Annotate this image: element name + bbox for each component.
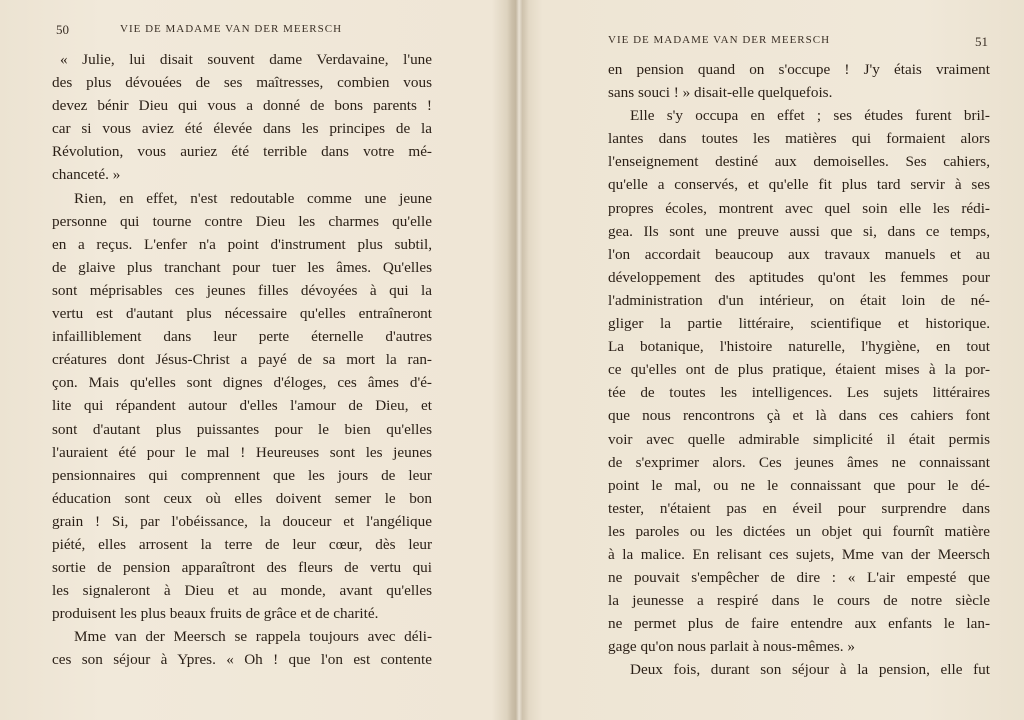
text-line: tée de toutes les intelligences. Les sujets littéraires — [608, 384, 990, 402]
text-line: devez bénir Dieu qui vous a donné de bons parents ! — [52, 97, 432, 115]
text-line: créatures dont Jésus-Christ a payé de sa mort la ran- — [52, 351, 432, 369]
left-page — [52, 0, 432, 720]
text-line: développement des aptitudes qu'ont les femmes pour — [608, 268, 990, 286]
right-running-head — [608, 22, 990, 49]
text-line: l'on accordait beaucoup aux travaux manuels et au — [608, 245, 990, 263]
text-line: la jeunesse a respiré dans le cours de notre siècle — [608, 592, 990, 610]
text-line: point le mal, ou ne le connaissant que pour le dé- — [608, 476, 990, 494]
text-line: sont d'autant plus puissantes pour le bien qu'elles — [52, 420, 432, 438]
text-line: en pension quand on s'occupe ! J'y étais vraiment — [608, 61, 990, 78]
text-line: des plus dévouées de ses maîtresses, combien vous — [52, 74, 432, 92]
text-line: éducation sont ceux où elles doivent semer le bon — [52, 489, 432, 507]
left-page-number: 50 — [56, 22, 69, 37]
text-line: en a reçus. L'enfer n'a point d'instrument plus subtil, — [52, 235, 432, 253]
text-line: l'auraient été pour le mal ! Heureuses sont les jeunes — [52, 443, 432, 461]
text-line: gliger la partie littéraire, scientifique et historique. — [608, 315, 990, 333]
text-line: tester, n'étaient pas en éveil pour surprendre dans — [608, 499, 990, 517]
text-line: Révolution, vous auriez été terrible dans votre mé- — [52, 143, 432, 161]
text-line: sont méprisables ces jeunes filles dévoyées à qui la — [52, 281, 432, 299]
book-gutter — [507, 0, 529, 720]
text-line: voir avec quelle admirable simplicité il était permis — [608, 430, 990, 448]
text-line: La botanique, l'histoire naturelle, l'hygiène, en tout — [608, 338, 990, 356]
right-page-text — [608, 58, 990, 682]
text-line: que nous rencontrons çà et là dans ces cahiers font — [608, 407, 990, 425]
right-page — [608, 0, 990, 720]
text-line: gea. Ils sont une preuve aussi que si, dans ce temps, — [608, 222, 990, 240]
text-line: de s'exprimer alors. Ces jeunes âmes ne connaissant — [608, 453, 990, 471]
text-line: personne qui tourne contre Dieu les charmes qu'elle — [52, 212, 432, 230]
text-line: les paroles ou les dictées un objet qui fournît matière — [608, 522, 990, 540]
text-line: l'administration d'un intérieur, on était loin de né- — [608, 291, 990, 309]
text-line: sortie de pension apparaîtront des fleurs de vertu qui — [52, 559, 432, 577]
text-line: chanceté. » — [52, 166, 121, 184]
text-line: ne permet plus de faire entendre aux enfants le lan- — [608, 615, 990, 633]
text-line: lantes dans toutes les matières qui formaient alors — [608, 130, 990, 148]
left-page-text — [52, 48, 432, 672]
text-line: propres écoles, montrent avec quel soin elle les rédi- — [608, 199, 990, 217]
text-line: ce qu'elles ont de plus pratique, étaient mises à la por- — [608, 361, 990, 379]
text-line: gage qu'on nous parlait à nous-mêmes. » — [608, 638, 855, 656]
text-line: sans souci ! » disait-elle quelquefois. — [608, 84, 833, 102]
left-running-head — [52, 22, 432, 40]
text-line: ne pouvait s'empêcher de dire : « L'air empesté que — [608, 569, 990, 587]
text-line: car si vous aviez été élevée dans les principes de la — [52, 120, 432, 138]
text-line: lite qui répandent autour d'elles l'amour de Dieu, et — [52, 397, 432, 415]
text-line: Rien, en effet, n'est redoutable comme une jeune — [74, 189, 432, 207]
text-line: l'enseignement destiné aux demoiselles. Ses cahiers, — [608, 153, 990, 171]
text-line: piété, elles arrosent la terre de leur cœur, dès leur — [52, 535, 432, 553]
left-running-title: VIE DE MADAME VAN DER MEERSCH — [120, 23, 343, 35]
text-line: à la malice. En relisant ces sujets, Mme van der Meersch — [608, 545, 990, 563]
text-line: Mme van der Meersch se rappela toujours avec déli- — [74, 628, 432, 646]
text-line: grain ! Si, par l'obéissance, la douceur et l'angélique — [52, 512, 432, 530]
text-line: Elle s'y occupa en effet ; ses études furent bril- — [630, 107, 990, 125]
text-line: les signaleront à Dieu et au monde, avant qu'elles — [52, 582, 432, 600]
text-line: ces son séjour à Ypres. « Oh ! que l'on est contente — [52, 651, 432, 669]
right-running-title: VIE DE MADAME VAN DER MEERSCH — [608, 34, 831, 46]
text-line: qu'elle a conservés, et qu'elle fit plus tard servir à ses — [608, 176, 990, 194]
text-line: vertu est d'autant plus nécessaire qu'elles entraîneront — [52, 305, 432, 323]
text-line: de glaive plus tranchant pour tuer les âmes. Qu'elles — [52, 258, 432, 276]
text-line: Deux fois, durant son séjour à la pension, elle fut — [630, 661, 990, 679]
text-line: pensionnaires qui comprennent que les jours de leur — [52, 466, 432, 484]
text-line: produisent les plus beaux fruits de grâce et de charité. — [52, 605, 379, 623]
text-line: « Julie, lui disait souvent dame Verdavaine, l'une — [60, 51, 432, 68]
text-line: çon. Mais qu'elles sont dignes d'éloges, ces âmes d'é- — [52, 374, 432, 392]
text-line: infailliblement dans leur perte éternelle d'autres — [52, 328, 432, 346]
right-page-number: 51 — [975, 34, 988, 49]
